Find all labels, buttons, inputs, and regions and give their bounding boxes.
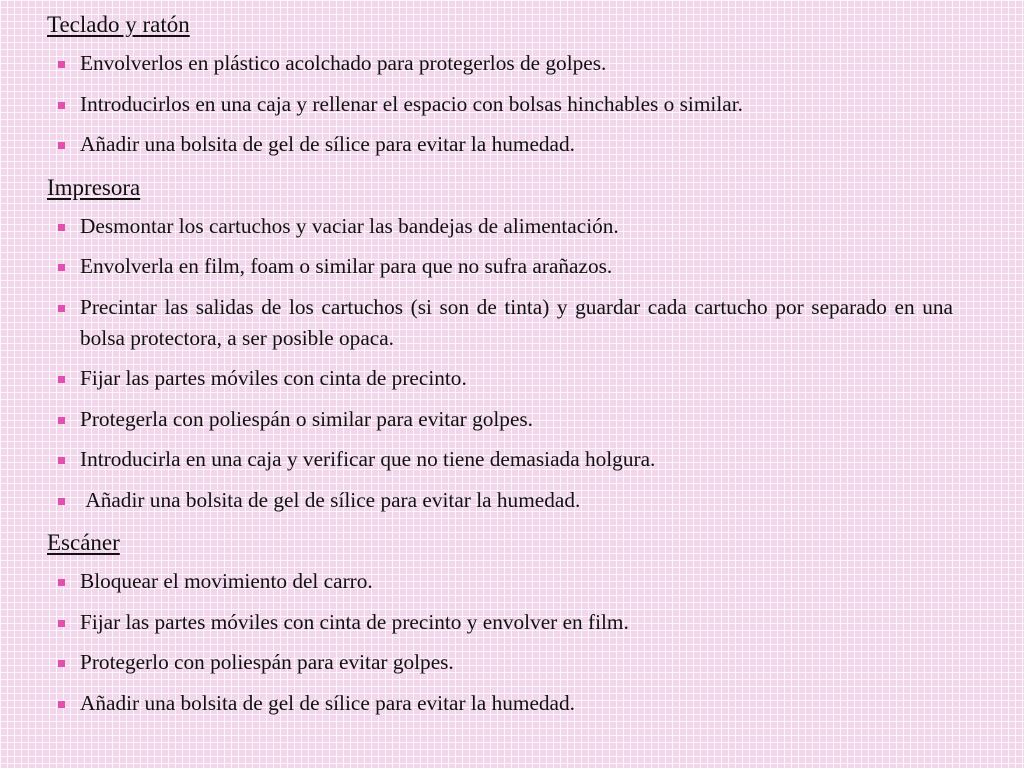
square-bullet-icon [58, 264, 65, 271]
list-item-text: Fijar las partes móviles con cinta de precinto y envolver en film. [80, 609, 629, 634]
list-item-text: Fijar las partes móviles con cinta de precinto. [80, 366, 467, 390]
list-item [47, 607, 953, 638]
section-list-teclado-raton [47, 48, 953, 160]
square-bullet-icon [58, 376, 65, 383]
list-item-text: Añadir una bolsita de gel de sílice para evitar la humedad. [80, 132, 575, 156]
square-bullet-icon [58, 305, 65, 312]
list-item-text: Bloquear el movimiento del carro. [80, 569, 373, 593]
list-item [47, 251, 953, 282]
list-item [47, 688, 953, 719]
list-item-text: Envolverlos en plástico acolchado para protegerlos de golpes. [80, 51, 607, 75]
list-item [47, 89, 953, 120]
square-bullet-icon [58, 701, 65, 708]
section-title-teclado-raton: Teclado y ratón [47, 12, 190, 37]
list-item [47, 292, 953, 354]
square-bullet-icon [58, 620, 65, 627]
list-item [47, 211, 953, 242]
section-title-escaner: Escáner [47, 530, 120, 555]
list-item-text: Protegerlo con poliespán para evitar golpes. [80, 650, 454, 674]
square-bullet-icon [58, 61, 65, 68]
list-item-text: Añadir una bolsita de gel de sílice para evitar la humedad. [80, 690, 575, 715]
list-item-text: Añadir una bolsita de gel de sílice para evitar la humedad. [80, 487, 581, 512]
list-item-text: Precintar las salidas de los cartuchos (si son de tinta) y guardar cada cartucho por separado en una bolsa protectora, a ser posible opaca. [80, 294, 953, 350]
list-item [47, 444, 953, 475]
list-item [47, 647, 953, 678]
square-bullet-icon [58, 498, 65, 505]
list-item-text: Introducirlos en una caja y rellenar el espacio con bolsas hinchables o similar. [80, 91, 743, 116]
square-bullet-icon [58, 457, 65, 464]
square-bullet-icon [58, 102, 65, 109]
square-bullet-icon [58, 224, 65, 231]
section-list-impresora [47, 211, 953, 516]
list-item-text: Envolverla en film, foam o similar para que no sufra arañazos. [80, 254, 613, 278]
section-list-escaner [47, 566, 953, 719]
slide-content [47, 7, 953, 728]
list-item [47, 363, 953, 394]
list-item [47, 129, 953, 160]
list-item [47, 485, 953, 516]
list-item [47, 48, 953, 79]
square-bullet-icon [58, 417, 65, 424]
list-item-text: Protegerla con poliespán o similar para evitar golpes. [80, 406, 534, 431]
square-bullet-icon [58, 579, 65, 586]
list-item [47, 404, 953, 435]
list-item [47, 566, 953, 597]
square-bullet-icon [58, 142, 65, 149]
section-title-impresora: Impresora [47, 174, 141, 200]
list-item-text: Desmontar los cartuchos y vaciar las bandejas de alimentación. [80, 213, 619, 238]
square-bullet-icon [58, 660, 65, 667]
list-item-text: Introducirla en una caja y verificar que no tiene demasiada holgura. [80, 447, 656, 471]
